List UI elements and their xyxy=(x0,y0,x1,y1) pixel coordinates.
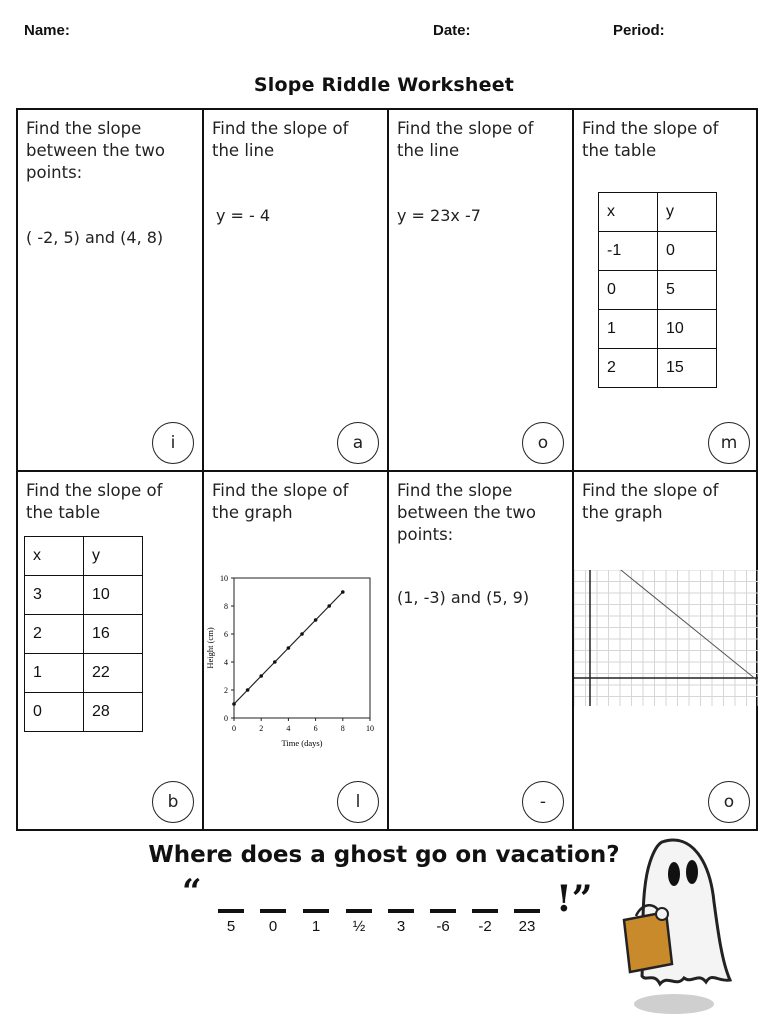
x-tick-label: 8 xyxy=(340,724,345,733)
table-cell: 10 xyxy=(658,310,717,349)
data-point xyxy=(232,702,236,706)
answer-letter-circle: b xyxy=(152,781,194,823)
answer-letter-circle: l xyxy=(337,781,379,823)
answer-letter-circle: a xyxy=(337,422,379,464)
answer-blank xyxy=(260,909,286,913)
table-cell: 1 xyxy=(25,654,84,693)
table-cell: 2 xyxy=(25,615,84,654)
y-axis-label: Height (cm) xyxy=(205,627,215,669)
answer-code-number: -2 xyxy=(478,918,492,935)
table-cell: y xyxy=(84,537,143,576)
line-graph xyxy=(204,562,389,752)
table-cell: 15 xyxy=(658,349,717,388)
table-cell: 28 xyxy=(84,693,143,732)
worksheet-grid xyxy=(16,108,758,831)
table-row xyxy=(599,232,717,271)
header xyxy=(24,22,768,46)
answer-letter-circle: i xyxy=(152,422,194,464)
answer-blank xyxy=(303,909,329,913)
date-label: Date: xyxy=(433,22,471,39)
table-cell: -1 xyxy=(599,232,658,271)
answer-letter-circle: - xyxy=(522,781,564,823)
data-point xyxy=(300,632,304,636)
answer-letter-circle: m xyxy=(708,422,750,464)
data-point xyxy=(287,646,291,650)
xy-table xyxy=(598,192,717,388)
cell-expression: ( -2, 5) and (4, 8) xyxy=(26,228,164,247)
answer-blank xyxy=(218,909,244,913)
answer-code-number: ½ xyxy=(352,918,366,935)
table-cell: 1 xyxy=(599,310,658,349)
cell-8 xyxy=(574,472,758,829)
x-tick-label: 0 xyxy=(232,724,236,733)
xy-table xyxy=(24,536,143,732)
table-cell: 2 xyxy=(599,349,658,388)
riddle-question: Where does a ghost go on vacation? xyxy=(148,842,620,868)
table-cell: 22 xyxy=(84,654,143,693)
answer-code-number: 5 xyxy=(226,918,236,935)
cell-prompt: Find the slope of the line xyxy=(397,119,534,160)
cell-1 xyxy=(18,110,204,472)
answer-code-number: 23 xyxy=(518,918,536,935)
answer-letter-circle: o xyxy=(708,781,750,823)
cell-6 xyxy=(204,472,389,829)
x-tick-label: 6 xyxy=(313,724,318,733)
answer-blank xyxy=(472,909,498,913)
x-tick-label: 10 xyxy=(366,724,374,733)
x-tick-label: 4 xyxy=(286,724,291,733)
coordinate-grid-graph xyxy=(574,570,758,706)
table-row xyxy=(25,693,143,732)
y-tick-label: 6 xyxy=(224,630,228,639)
open-quote: “ xyxy=(182,872,202,912)
ghost-icon xyxy=(622,832,752,1022)
data-point xyxy=(341,590,345,594)
cell-prompt: Find the slope of the line xyxy=(212,119,349,160)
data-point xyxy=(259,674,263,678)
table-row xyxy=(25,654,143,693)
table-cell: 16 xyxy=(84,615,143,654)
cell-expression: y = 23x -7 xyxy=(397,206,481,225)
close-quote: !” xyxy=(556,878,593,920)
plot-frame xyxy=(234,578,370,718)
answer-code-number: 0 xyxy=(268,918,278,935)
table-cell: 3 xyxy=(25,576,84,615)
data-point xyxy=(327,604,331,608)
period-label: Period: xyxy=(613,22,665,39)
table-row xyxy=(25,537,143,576)
answer-letter-circle: o xyxy=(522,422,564,464)
y-tick-label: 8 xyxy=(224,602,228,611)
data-point xyxy=(314,618,318,622)
table-row xyxy=(25,576,143,615)
name-label: Name: xyxy=(24,22,70,39)
cell-prompt: Find the slope of the table xyxy=(582,119,719,160)
cell-prompt: Find the slope of the graph xyxy=(582,481,719,522)
answer-blank xyxy=(346,909,372,913)
table-row xyxy=(25,615,143,654)
table-row xyxy=(599,349,717,388)
table-cell: 5 xyxy=(658,271,717,310)
cell-4 xyxy=(574,110,758,472)
page-title: Slope Riddle Worksheet xyxy=(253,74,515,96)
y-tick-label: 10 xyxy=(220,574,228,583)
x-axis-label: Time (days) xyxy=(281,738,323,748)
table-cell: 0 xyxy=(599,271,658,310)
cell-expression: y = - 4 xyxy=(216,206,271,225)
cell-7 xyxy=(389,472,574,829)
cell-5 xyxy=(18,472,204,829)
table-row xyxy=(599,193,717,232)
y-tick-label: 4 xyxy=(224,658,228,667)
table-cell: 0 xyxy=(658,232,717,271)
answer-blank xyxy=(430,909,456,913)
table-cell: x xyxy=(25,537,84,576)
cell-prompt: Find the slope of the graph xyxy=(212,481,349,522)
table-cell: x xyxy=(599,193,658,232)
cell-expression: (1, -3) and (5, 9) xyxy=(397,588,530,607)
data-point xyxy=(273,660,277,664)
answer-code-number: 1 xyxy=(311,918,321,935)
cell-3 xyxy=(389,110,574,472)
data-point xyxy=(246,688,250,692)
answer-blank xyxy=(388,909,414,913)
table-row xyxy=(599,310,717,349)
answer-code-number: 3 xyxy=(396,918,406,935)
table-cell: y xyxy=(658,193,717,232)
answer-code-number: -6 xyxy=(436,918,450,935)
graph-line xyxy=(578,570,758,681)
answer-blank xyxy=(514,909,540,913)
table-row xyxy=(599,271,717,310)
cell-prompt: Find the slope between the two points: xyxy=(26,119,165,182)
cell-2 xyxy=(204,110,389,472)
cell-prompt: Find the slope between the two points: xyxy=(397,481,536,544)
y-tick-label: 2 xyxy=(224,686,228,695)
cell-prompt: Find the slope of the table xyxy=(26,481,163,522)
table-cell: 0 xyxy=(25,693,84,732)
x-tick-label: 2 xyxy=(259,724,264,733)
table-cell: 10 xyxy=(84,576,143,615)
y-tick-label: 0 xyxy=(224,714,228,723)
